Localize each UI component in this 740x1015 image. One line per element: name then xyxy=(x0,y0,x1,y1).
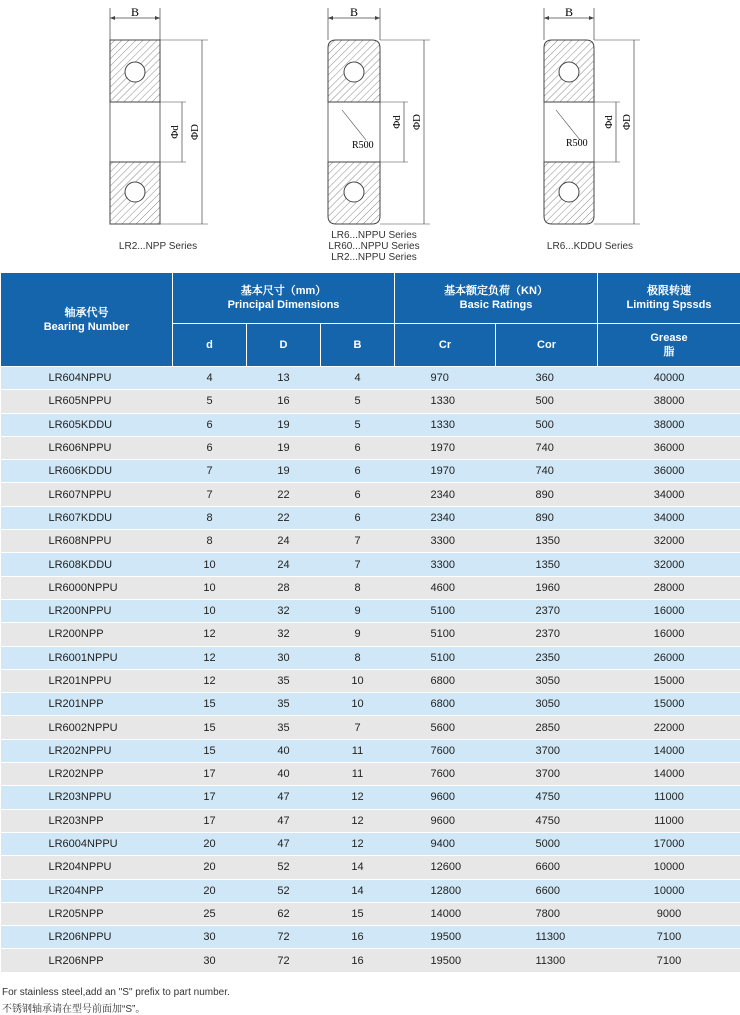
cell-grease-speed: 15000 xyxy=(598,693,740,716)
cell-d: 4 xyxy=(173,367,247,390)
cell-b: 8 xyxy=(321,576,395,599)
cell-big-d: 47 xyxy=(247,809,321,832)
cell-b: 6 xyxy=(321,436,395,459)
diagram-kddu xyxy=(534,0,654,232)
table-row xyxy=(1,390,740,413)
cell-cr: 5100 xyxy=(395,623,496,646)
cell-cr: 12800 xyxy=(395,879,496,902)
cell-b: 6 xyxy=(321,506,395,529)
cell-d: 8 xyxy=(173,506,247,529)
cell-cr: 3300 xyxy=(395,553,496,576)
cell-cor: 5000 xyxy=(496,832,598,855)
label-phi-d: Φd xyxy=(169,125,181,139)
cell-b: 6 xyxy=(321,483,395,506)
cell-d: 7 xyxy=(173,483,247,506)
cell-cr: 5100 xyxy=(395,646,496,669)
cell-bearing-number: LR201NPP xyxy=(1,693,173,716)
cell-big-d: 28 xyxy=(247,576,321,599)
cell-bearing-number: LR607NPPU xyxy=(1,483,173,506)
label-b: B xyxy=(350,5,358,19)
cell-cr: 19500 xyxy=(395,926,496,949)
table-row xyxy=(1,413,740,436)
cell-grease-speed: 26000 xyxy=(598,646,740,669)
cell-cor: 4750 xyxy=(496,809,598,832)
cell-b: 15 xyxy=(321,902,395,925)
cell-cr: 7600 xyxy=(395,763,496,786)
table-row xyxy=(1,669,740,692)
cell-cr: 7600 xyxy=(395,739,496,762)
cell-grease-speed: 14000 xyxy=(598,739,740,762)
header-speed-en: Limiting Spssds xyxy=(598,298,740,312)
cell-cr: 3300 xyxy=(395,530,496,553)
cell-bearing-number: LR606KDDU xyxy=(1,460,173,483)
caption-line: LR2...NPPU Series xyxy=(314,252,434,263)
cell-big-d: 35 xyxy=(247,669,321,692)
label-phi-d: Φd xyxy=(603,115,615,129)
table-row xyxy=(1,856,740,879)
cell-cor: 1960 xyxy=(496,576,598,599)
cell-big-d: 22 xyxy=(247,483,321,506)
cell-bearing-number: LR608KDDU xyxy=(1,553,173,576)
table-row xyxy=(1,460,740,483)
cell-bearing-number: LR200NPP xyxy=(1,623,173,646)
cell-cor: 2370 xyxy=(496,599,598,622)
cell-grease-speed: 7100 xyxy=(598,926,740,949)
cell-grease-speed: 17000 xyxy=(598,832,740,855)
cell-cor: 890 xyxy=(496,506,598,529)
cell-grease-speed: 11000 xyxy=(598,809,740,832)
cell-b: 10 xyxy=(321,693,395,716)
cell-cor: 11300 xyxy=(496,949,598,972)
cell-grease-speed: 28000 xyxy=(598,576,740,599)
cell-b: 7 xyxy=(321,530,395,553)
cell-b: 7 xyxy=(321,716,395,739)
cell-b: 4 xyxy=(321,367,395,390)
header-ratings-en: Basic Ratings xyxy=(395,298,597,312)
cell-cor: 3700 xyxy=(496,739,598,762)
table-row xyxy=(1,786,740,809)
cell-bearing-number: LR607KDDU xyxy=(1,506,173,529)
cell-b: 11 xyxy=(321,739,395,762)
cell-d: 5 xyxy=(173,390,247,413)
cell-big-d: 24 xyxy=(247,530,321,553)
cell-b: 14 xyxy=(321,879,395,902)
header-bearing-number xyxy=(1,273,173,367)
caption-nppu-series xyxy=(314,230,434,263)
cell-big-d: 35 xyxy=(247,693,321,716)
table-row xyxy=(1,530,740,553)
cell-b: 8 xyxy=(321,646,395,669)
cell-d: 17 xyxy=(173,763,247,786)
cell-cr: 6800 xyxy=(395,669,496,692)
cell-cr: 5100 xyxy=(395,599,496,622)
cell-d: 15 xyxy=(173,693,247,716)
header-col-d: d xyxy=(173,324,247,367)
cell-d: 20 xyxy=(173,832,247,855)
cell-bearing-number: LR205NPP xyxy=(1,902,173,925)
cell-bearing-number: LR608NPPU xyxy=(1,530,173,553)
cell-cor: 500 xyxy=(496,413,598,436)
cell-bearing-number: LR6004NPPU xyxy=(1,832,173,855)
footnote-stainless-cn: 不锈钢轴承请在型号前面加“S”。 xyxy=(2,1000,145,1015)
cell-b: 12 xyxy=(321,786,395,809)
table-row xyxy=(1,763,740,786)
cell-cor: 1350 xyxy=(496,530,598,553)
cell-cr: 2340 xyxy=(395,483,496,506)
header-col-big-d: D xyxy=(247,324,321,367)
header-principal-en: Principal Dimensions xyxy=(173,298,394,312)
cell-big-d: 52 xyxy=(247,856,321,879)
cell-big-d: 16 xyxy=(247,390,321,413)
cell-d: 12 xyxy=(173,669,247,692)
cell-big-d: 62 xyxy=(247,902,321,925)
cell-d: 6 xyxy=(173,413,247,436)
cell-bearing-number: LR206NPPU xyxy=(1,926,173,949)
table-row xyxy=(1,599,740,622)
cell-b: 12 xyxy=(321,809,395,832)
cell-big-d: 13 xyxy=(247,367,321,390)
cell-bearing-number: LR202NPP xyxy=(1,763,173,786)
cell-big-d: 19 xyxy=(247,436,321,459)
cell-cor: 890 xyxy=(496,483,598,506)
caption-npp-series xyxy=(98,241,218,252)
cell-cor: 3050 xyxy=(496,693,598,716)
cell-b: 9 xyxy=(321,599,395,622)
cell-d: 25 xyxy=(173,902,247,925)
cell-big-d: 19 xyxy=(247,460,321,483)
header-grease-cn: 脂 xyxy=(598,345,740,359)
cell-bearing-number: LR605NPPU xyxy=(1,390,173,413)
cell-grease-speed: 38000 xyxy=(598,390,740,413)
cell-b: 11 xyxy=(321,763,395,786)
cell-cor: 11300 xyxy=(496,926,598,949)
cell-cor: 3050 xyxy=(496,669,598,692)
cell-grease-speed: 38000 xyxy=(598,413,740,436)
cell-cor: 4750 xyxy=(496,786,598,809)
cell-b: 5 xyxy=(321,413,395,436)
cell-b: 16 xyxy=(321,949,395,972)
cell-cor: 500 xyxy=(496,390,598,413)
cell-b: 16 xyxy=(321,926,395,949)
cell-grease-speed: 10000 xyxy=(598,856,740,879)
footnote-stainless-en: For stainless steel,add an "S" prefix to part number. xyxy=(2,987,230,998)
cell-d: 7 xyxy=(173,460,247,483)
cell-b: 10 xyxy=(321,669,395,692)
bearing-diagrams xyxy=(0,0,740,268)
cell-d: 10 xyxy=(173,553,247,576)
diagram-nppu xyxy=(318,0,438,232)
cell-big-d: 47 xyxy=(247,786,321,809)
cell-d: 6 xyxy=(173,436,247,459)
cell-big-d: 72 xyxy=(247,926,321,949)
cell-big-d: 24 xyxy=(247,553,321,576)
cell-cor: 6600 xyxy=(496,879,598,902)
table-row xyxy=(1,623,740,646)
cell-bearing-number: LR201NPPU xyxy=(1,669,173,692)
cell-b: 12 xyxy=(321,832,395,855)
cell-cr: 14000 xyxy=(395,902,496,925)
cell-cor: 740 xyxy=(496,460,598,483)
cell-cr: 1330 xyxy=(395,390,496,413)
cell-bearing-number: LR6002NPPU xyxy=(1,716,173,739)
cell-bearing-number: LR605KDDU xyxy=(1,413,173,436)
cell-d: 12 xyxy=(173,646,247,669)
caption-line: LR6...NPPU Series xyxy=(314,230,434,241)
header-col-grease xyxy=(598,324,740,367)
diagram-npp xyxy=(98,0,218,232)
cell-cr: 9600 xyxy=(395,809,496,832)
cell-d: 30 xyxy=(173,926,247,949)
cell-cor: 740 xyxy=(496,436,598,459)
table-row xyxy=(1,902,740,925)
table-row xyxy=(1,949,740,972)
bearing-spec-table xyxy=(0,272,740,973)
cell-big-d: 35 xyxy=(247,716,321,739)
cell-cr: 2340 xyxy=(395,506,496,529)
cell-cor: 7800 xyxy=(496,902,598,925)
table-row xyxy=(1,926,740,949)
label-phi-big-d: ΦD xyxy=(411,114,423,130)
table-row xyxy=(1,716,740,739)
cell-d: 20 xyxy=(173,856,247,879)
cell-d: 20 xyxy=(173,879,247,902)
cell-big-d: 52 xyxy=(247,879,321,902)
cell-bearing-number: LR203NPPU xyxy=(1,786,173,809)
cell-d: 17 xyxy=(173,786,247,809)
label-r500: R500 xyxy=(352,140,374,151)
cell-grease-speed: 32000 xyxy=(598,530,740,553)
cell-grease-speed: 9000 xyxy=(598,902,740,925)
table-row xyxy=(1,646,740,669)
caption-line: LR2...NPP Series xyxy=(98,241,218,252)
cell-cor: 3700 xyxy=(496,763,598,786)
header-bearing-number-en: Bearing Number xyxy=(1,320,172,334)
label-b: B xyxy=(565,5,573,19)
cell-cr: 6800 xyxy=(395,693,496,716)
cell-big-d: 47 xyxy=(247,832,321,855)
label-b: B xyxy=(131,5,139,19)
label-phi-big-d: ΦD xyxy=(621,114,633,130)
cell-bearing-number: LR200NPPU xyxy=(1,599,173,622)
table-row xyxy=(1,483,740,506)
cell-grease-speed: 14000 xyxy=(598,763,740,786)
table-row xyxy=(1,739,740,762)
table-row xyxy=(1,693,740,716)
cell-grease-speed: 16000 xyxy=(598,623,740,646)
cell-cr: 1970 xyxy=(395,460,496,483)
cell-grease-speed: 36000 xyxy=(598,436,740,459)
cell-bearing-number: LR204NPPU xyxy=(1,856,173,879)
label-phi-big-d: ΦD xyxy=(189,124,201,140)
cell-cr: 1970 xyxy=(395,436,496,459)
cell-b: 9 xyxy=(321,623,395,646)
cell-d: 15 xyxy=(173,739,247,762)
table-row xyxy=(1,809,740,832)
header-principal-dimensions xyxy=(173,273,395,324)
label-r500: R500 xyxy=(566,138,588,149)
cell-bearing-number: LR6000NPPU xyxy=(1,576,173,599)
cell-big-d: 32 xyxy=(247,623,321,646)
cell-d: 15 xyxy=(173,716,247,739)
cell-cr: 4600 xyxy=(395,576,496,599)
cell-d: 10 xyxy=(173,599,247,622)
caption-line: LR60...NPPU Series xyxy=(314,241,434,252)
cell-grease-speed: 7100 xyxy=(598,949,740,972)
header-principal-cn: 基本尺寸（mm） xyxy=(173,284,394,298)
cell-b: 7 xyxy=(321,553,395,576)
header-col-cr: Cr xyxy=(395,324,496,367)
cell-cr: 1330 xyxy=(395,413,496,436)
cell-d: 10 xyxy=(173,576,247,599)
cell-grease-speed: 15000 xyxy=(598,669,740,692)
cell-big-d: 40 xyxy=(247,763,321,786)
cell-bearing-number: LR206NPP xyxy=(1,949,173,972)
table-row xyxy=(1,832,740,855)
cell-cr: 9400 xyxy=(395,832,496,855)
caption-kddu-series xyxy=(530,241,650,252)
header-basic-ratings xyxy=(395,273,598,324)
header-col-b: B xyxy=(321,324,395,367)
cell-big-d: 32 xyxy=(247,599,321,622)
cell-grease-speed: 16000 xyxy=(598,599,740,622)
cell-b: 14 xyxy=(321,856,395,879)
cell-grease-speed: 34000 xyxy=(598,483,740,506)
cell-cor: 2850 xyxy=(496,716,598,739)
table-row xyxy=(1,879,740,902)
cell-grease-speed: 22000 xyxy=(598,716,740,739)
cell-bearing-number: LR203NPP xyxy=(1,809,173,832)
label-phi-d: Φd xyxy=(391,115,403,129)
table-row xyxy=(1,506,740,529)
table-row xyxy=(1,436,740,459)
cell-d: 17 xyxy=(173,809,247,832)
cell-cr: 970 xyxy=(395,367,496,390)
cell-b: 6 xyxy=(321,460,395,483)
header-limiting-speeds xyxy=(598,273,740,324)
cell-cor: 360 xyxy=(496,367,598,390)
cell-big-d: 72 xyxy=(247,949,321,972)
table-row xyxy=(1,553,740,576)
cell-cr: 19500 xyxy=(395,949,496,972)
cell-cor: 2350 xyxy=(496,646,598,669)
cell-big-d: 22 xyxy=(247,506,321,529)
cell-grease-speed: 34000 xyxy=(598,506,740,529)
cell-cr: 5600 xyxy=(395,716,496,739)
caption-line: LR6...KDDU Series xyxy=(530,241,650,252)
header-ratings-cn: 基本额定负荷（KN） xyxy=(395,284,597,298)
cell-cr: 9600 xyxy=(395,786,496,809)
cell-cor: 2370 xyxy=(496,623,598,646)
cell-bearing-number: LR604NPPU xyxy=(1,367,173,390)
table-row xyxy=(1,576,740,599)
cell-big-d: 40 xyxy=(247,739,321,762)
cell-cor: 1350 xyxy=(496,553,598,576)
cell-grease-speed: 32000 xyxy=(598,553,740,576)
cell-d: 8 xyxy=(173,530,247,553)
cell-grease-speed: 40000 xyxy=(598,367,740,390)
header-col-cor: Cor xyxy=(496,324,598,367)
header-bearing-number-cn: 轴承代号 xyxy=(1,306,172,320)
cell-bearing-number: LR6001NPPU xyxy=(1,646,173,669)
cell-grease-speed: 10000 xyxy=(598,879,740,902)
cell-grease-speed: 36000 xyxy=(598,460,740,483)
header-grease-en: Grease xyxy=(598,331,740,345)
cell-cor: 6600 xyxy=(496,856,598,879)
cell-bearing-number: LR202NPPU xyxy=(1,739,173,762)
header-speed-cn: 极限转速 xyxy=(598,284,740,298)
table-row xyxy=(1,367,740,390)
cell-d: 30 xyxy=(173,949,247,972)
table-body xyxy=(1,367,740,973)
cell-bearing-number: LR204NPP xyxy=(1,879,173,902)
cell-bearing-number: LR606NPPU xyxy=(1,436,173,459)
cell-cr: 12600 xyxy=(395,856,496,879)
cell-big-d: 30 xyxy=(247,646,321,669)
cell-big-d: 19 xyxy=(247,413,321,436)
cell-grease-speed: 11000 xyxy=(598,786,740,809)
cell-b: 5 xyxy=(321,390,395,413)
cell-d: 12 xyxy=(173,623,247,646)
